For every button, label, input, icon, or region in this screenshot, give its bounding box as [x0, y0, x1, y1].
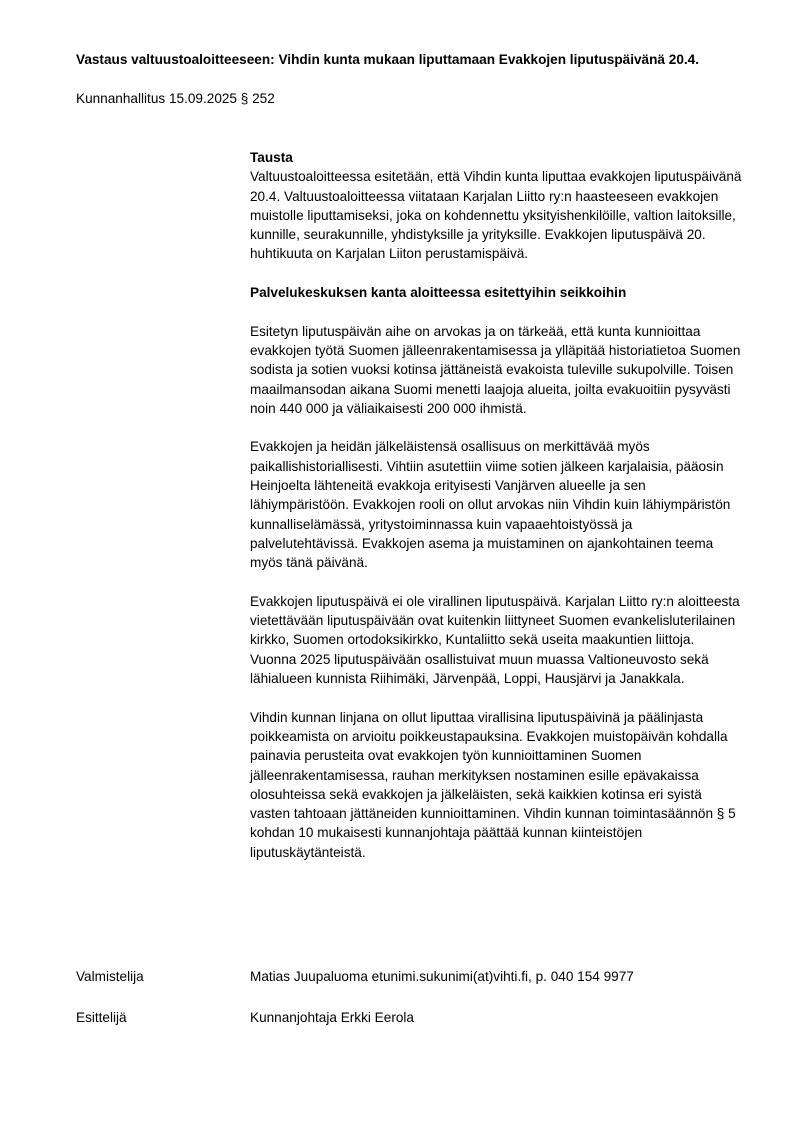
section-heading-tausta: Tausta — [250, 150, 293, 165]
paragraph-kanta-3: Evakkojen liputuspäivä ei ole virallinen liputuspäivä. Karjalan Liitto ry:n aloitteesta vietettävään liputuspäivään ovat kuitenkin liittyneet Suomen evankelisluterilainen kirkko, Suomen ortodoksikirkko, Kuntaliitto sekä useita maakuntien liittoja. Vuonna 2025 liputuspäivään osallistuivat muun muassa Valtioneuvosto sekä lähialueen kunnista Riihimäki, Järvenpää, Loppi, Hausjärvi ja Janakkala. — [250, 593, 740, 687]
paragraph-kanta-1: Esitetyn liputuspäivän aihe on arvokas ja on tärkeää, että kunta kunnioittaa evakkojen työtä Suomen jälleenrakentamisessa ja ylläpitää historiatietoa Suomen sodista ja sotien vuoksi kotinsa jättäneistä evakoista tuleville sukupolville. Toisen maailmansodan aikana Suomi menetti laajoja alueita, joilta evakuoitiin pysyvästi noin 440 000 ja väliaikaisesti 200 000 ihmistä. — [250, 323, 741, 416]
esittelija-label: Esittelijä — [76, 1010, 127, 1025]
paragraph-kanta-4: Vihdin kunnan linjana on ollut liputtaa virallisina liputuspäivinä ja päälinjasta poikkeamista on arvioitu poikkeustapauksina. Evakkojen muistopäivän kohdalla painavia perusteita ovat evakkojen työn kunnioittaminen Suomen jälleenrakentamisessa, rauhan merkityksen nostaminen esille epävakaissa olosuhteissa sekä evakkojen ja jälkeläisten, sekä kaikkien kotinsa eri syistä vasten tahtoaan jättäneiden kunnioittaminen. Vihdin kunnan toimintasäännön § 5 kohdan 10 mukaisesti kunnanjohtaja päättää kunnan kiinteistöjen liputuskäytänteistä. — [250, 709, 736, 860]
paragraph-kanta-2: Evakkojen ja heidän jälkeläistensä osallisuus on merkittävää myös paikallishistoriallisesti. Vihtiin asutettiin viime sotien jälkeen karjalaisia, pääosin Heinjoelta lähteneitä evakkoja erityisesti Vanjärven alueelle ja sen lähiympäristöön. Evakkojen rooli on ollut arvokas niin Vihdin kuin lähiympäristön kunnalliselämässä, yritystoiminnassa kuin vapaaehtoistyössä ja palvelutehtävissä. Evakkojen asema ja muistaminen on ajankohtainen teema myös tänä päivänä. — [250, 439, 731, 571]
valmistelija-label: Valmistelija — [76, 969, 144, 984]
document-body — [250, 148, 742, 862]
section-heading-kanta: Palvelukeskuksen kanta aloitteessa esitettyihin seikkoihin — [250, 285, 627, 301]
esittelija-value: Kunnanjohtaja Erkki Eerola — [250, 1010, 414, 1025]
meeting-reference: Kunnanhallitus 15.09.2025 § 252 — [76, 91, 275, 106]
document-title: Vastaus valtuustoaloitteeseen: Vihdin kunta mukaan liputtamaan Evakkojen liputuspäivänä 20.4. — [76, 52, 699, 67]
paragraph-tausta: Valtuustoaloitteessa esitetään, että Vihdin kunta liputtaa evakkojen liputuspäivänä 20.4. Valtuustoaloitteessa viitataan Karjalan Liitto ry:n haasteeseen evakkojen muistolle liputtamiseksi, joka on kohdennettu yksityishenkilöille, valtion laitoksille, kunnille, seurakunnille, yhdistyksille ja yrityksille. Evakkojen liputuspäivä 20. huhtikuuta on Karjalan Liiton perustamispäivä. — [250, 169, 742, 262]
valmistelija-value: Matias Juupaluoma etunimi.sukunimi(at)vihti.fi, p. 040 154 9977 — [250, 969, 634, 984]
